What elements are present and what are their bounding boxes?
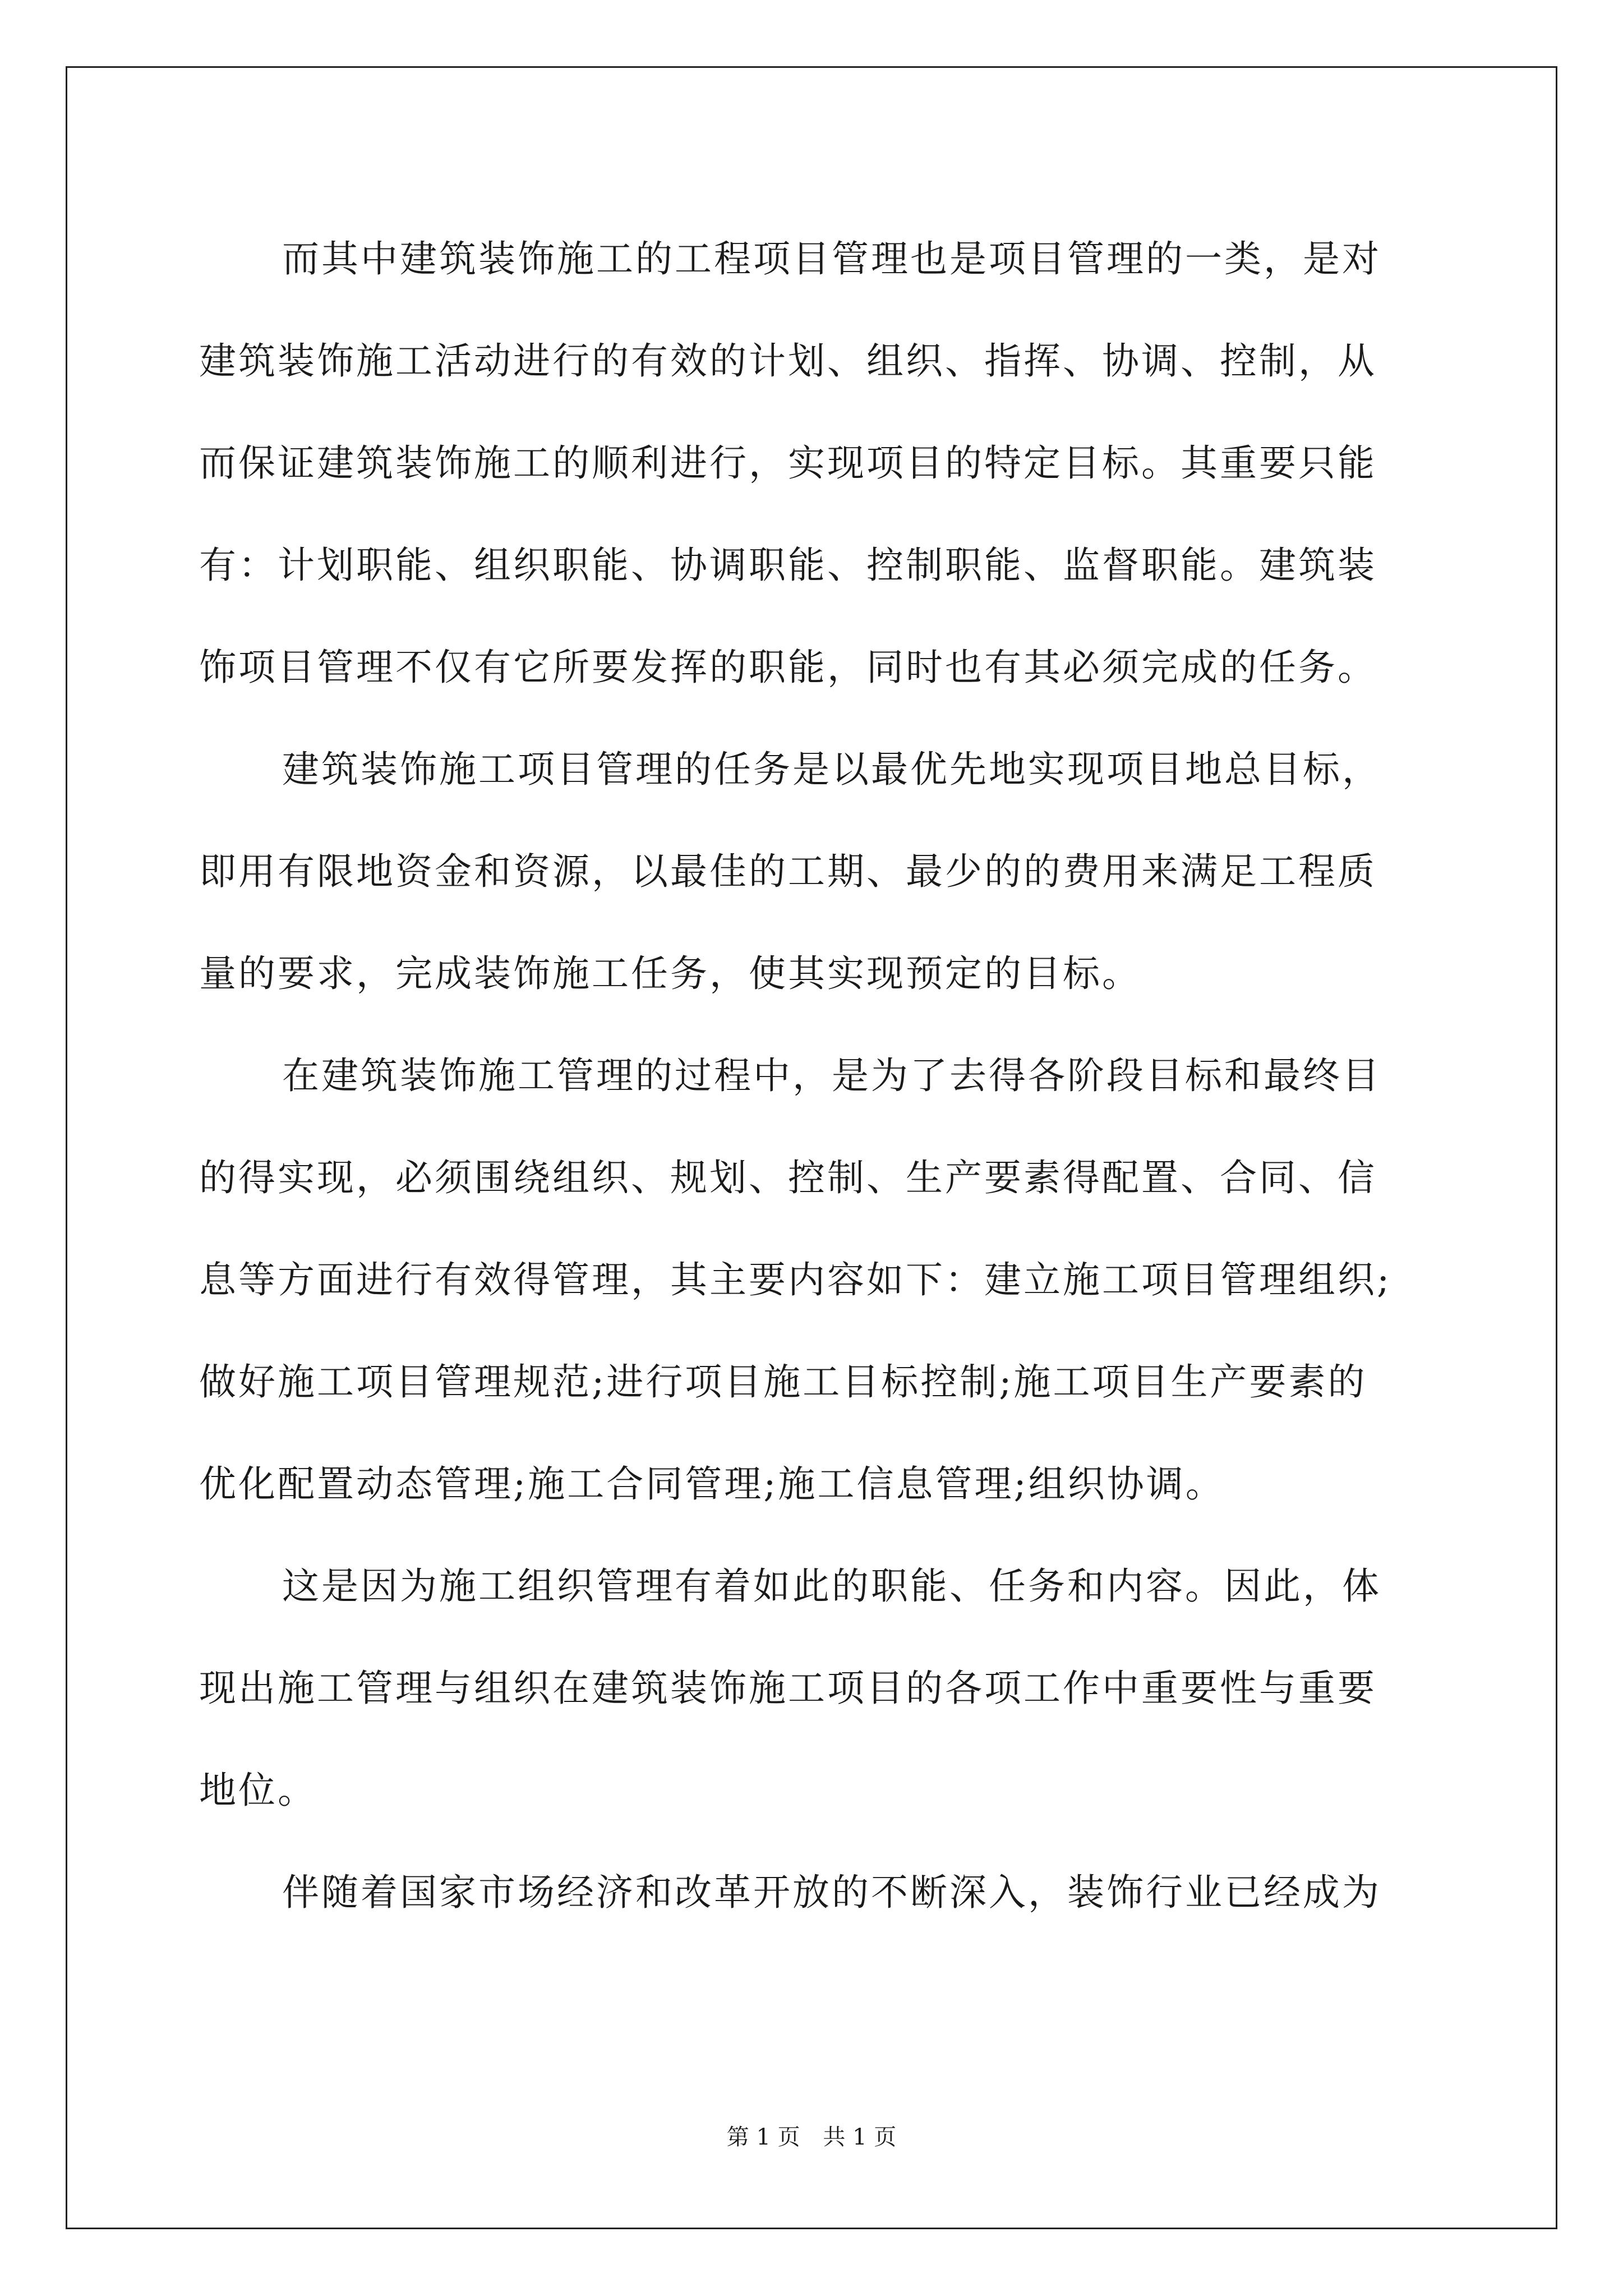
page-total: 共 1 页 bbox=[823, 2124, 897, 2150]
text-line: 建筑装饰施工项目管理的任务是以最优先地实现项目地总目标， bbox=[282, 748, 1381, 791]
text-line: 在建筑装饰施工管理的过程中，是为了去得各阶段目标和最终目 bbox=[282, 1054, 1381, 1097]
text-line: 即用有限地资金和资源，以最佳的工期、最少的的费用来满足工程质 bbox=[199, 850, 1377, 893]
text-line: 饰项目管理不仅有它所要发挥的职能，同时也有其必须完成的任务。 bbox=[199, 646, 1377, 689]
page-footer bbox=[0, 2120, 1623, 2154]
text-line: 现出施工管理与组织在建筑装饰施工项目的各项工作中重要性与重要 bbox=[199, 1667, 1377, 1710]
text-line: 息等方面进行有效得管理，其主要内容如下：建立施工项目管理组织; bbox=[199, 1258, 1392, 1301]
text-line: 优化配置动态管理;施工合同管理;施工信息管理;组织协调。 bbox=[199, 1462, 1225, 1506]
text-line: 的得实现，必须围绕组织、规划、控制、生产要素得配置、合同、信 bbox=[199, 1156, 1377, 1199]
text-line: 有：计划职能、组织职能、协调职能、控制职能、监督职能。建筑装 bbox=[199, 544, 1377, 587]
text-line: 这是因为施工组织管理有着如此的职能、任务和内容。因此，体 bbox=[282, 1565, 1381, 1608]
text-line: 建筑装饰施工活动进行的有效的计划、组织、指挥、协调、控制，从 bbox=[199, 339, 1377, 383]
text-line: 做好施工项目管理规范;进行项目施工目标控制;施工项目生产要素的 bbox=[199, 1360, 1367, 1404]
page-number: 第 1 页 bbox=[726, 2124, 800, 2150]
text-line: 而其中建筑装饰施工的工程项目管理也是项目管理的一类，是对 bbox=[282, 237, 1381, 280]
text-line: 而保证建筑装饰施工的顺利进行，实现项目的特定目标。其重要只能 bbox=[199, 441, 1377, 485]
text-line: 地位。 bbox=[199, 1769, 317, 1812]
text-line: 伴随着国家市场经济和改革开放的不断深入，装饰行业已经成为 bbox=[282, 1871, 1381, 1914]
document-body bbox=[199, 208, 1424, 1944]
text-line: 量的要求，完成装饰施工任务，使其实现预定的目标。 bbox=[199, 952, 1141, 995]
